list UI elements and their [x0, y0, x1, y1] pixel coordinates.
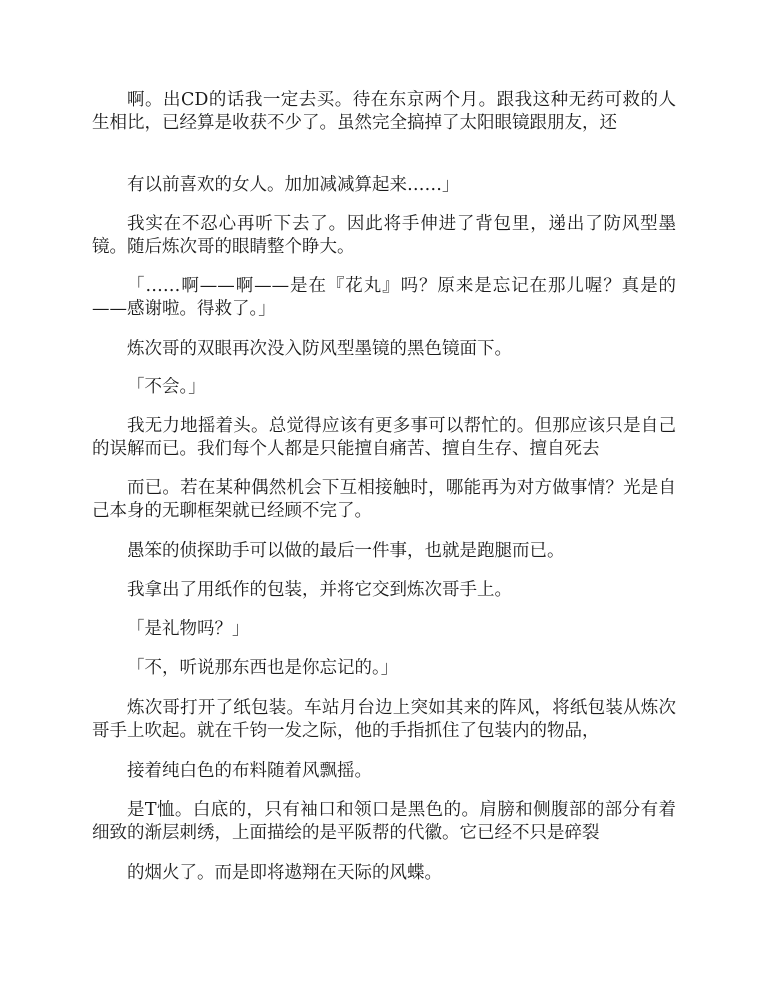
paragraph-1: 啊。出CD的话我一定去买。待在东京两个月。跟我这种无药可救的人生相比，已经算是收获不少了。虽然完全搞掉了太阳眼镜跟朋友，还 — [92, 90, 676, 133]
paragraph-12: 「不，听说那东西也是你忘记的。」 — [127, 658, 399, 678]
paragraph-16: 的烟火了。而是即将遨翔在天际的风蝶。 — [127, 863, 442, 883]
paragraph-3: 我实在不忍心再听下去了。因此将手伸进了背包里，递出了防风型墨镜。随后炼次哥的眼睛整个睁大。 — [92, 214, 676, 257]
paragraph-6: 「不会。」 — [127, 377, 206, 397]
paragraph-14: 接着纯白色的布料随着风飘摇。 — [127, 761, 372, 781]
paragraph-4: 「……啊——啊——是在『花丸』吗？原来是忘记在那儿喔？真是的——感谢啦。得救了。」 — [92, 276, 676, 319]
paragraph-10: 我拿出了用纸作的包装，并将它交到炼次哥手上。 — [127, 580, 512, 600]
paragraph-7: 我无力地摇着头。总觉得应该有更多事可以帮忙的。但那应该只是自己的误解而已。我们每个人都是只能擅自痛苦、擅自生存、擅自死去 — [92, 416, 676, 459]
paragraph-11: 「是礼物吗？」 — [127, 619, 250, 639]
paragraph-8: 而已。若在某种偶然机会下互相接触时，哪能再为对方做事情？光是自己本身的无聊框架就已经顾不完了。 — [92, 478, 676, 521]
paragraph-2: 有以前喜欢的女人。加加减减算起来……」 — [127, 175, 460, 195]
paragraph-9: 愚笨的侦探助手可以做的最后一件事，也就是跑腿而已。 — [127, 541, 565, 561]
paragraph-13: 炼次哥打开了纸包装。车站月台边上突如其来的阵风，将纸包装从炼次哥手上吹起。就在千钧一发之际，他的手指抓住了包装内的物品， — [92, 698, 676, 741]
paragraph-15: 是T恤。白底的，只有袖口和领口是黑色的。肩膀和侧腹部的部分有着细致的渐层刺绣，上面描绘的是平阪帮的代徽。它已经不只是碎裂 — [92, 800, 676, 843]
paragraph-5: 炼次哥的双眼再次没入防风型墨镜的黑色镜面下。 — [127, 339, 512, 359]
